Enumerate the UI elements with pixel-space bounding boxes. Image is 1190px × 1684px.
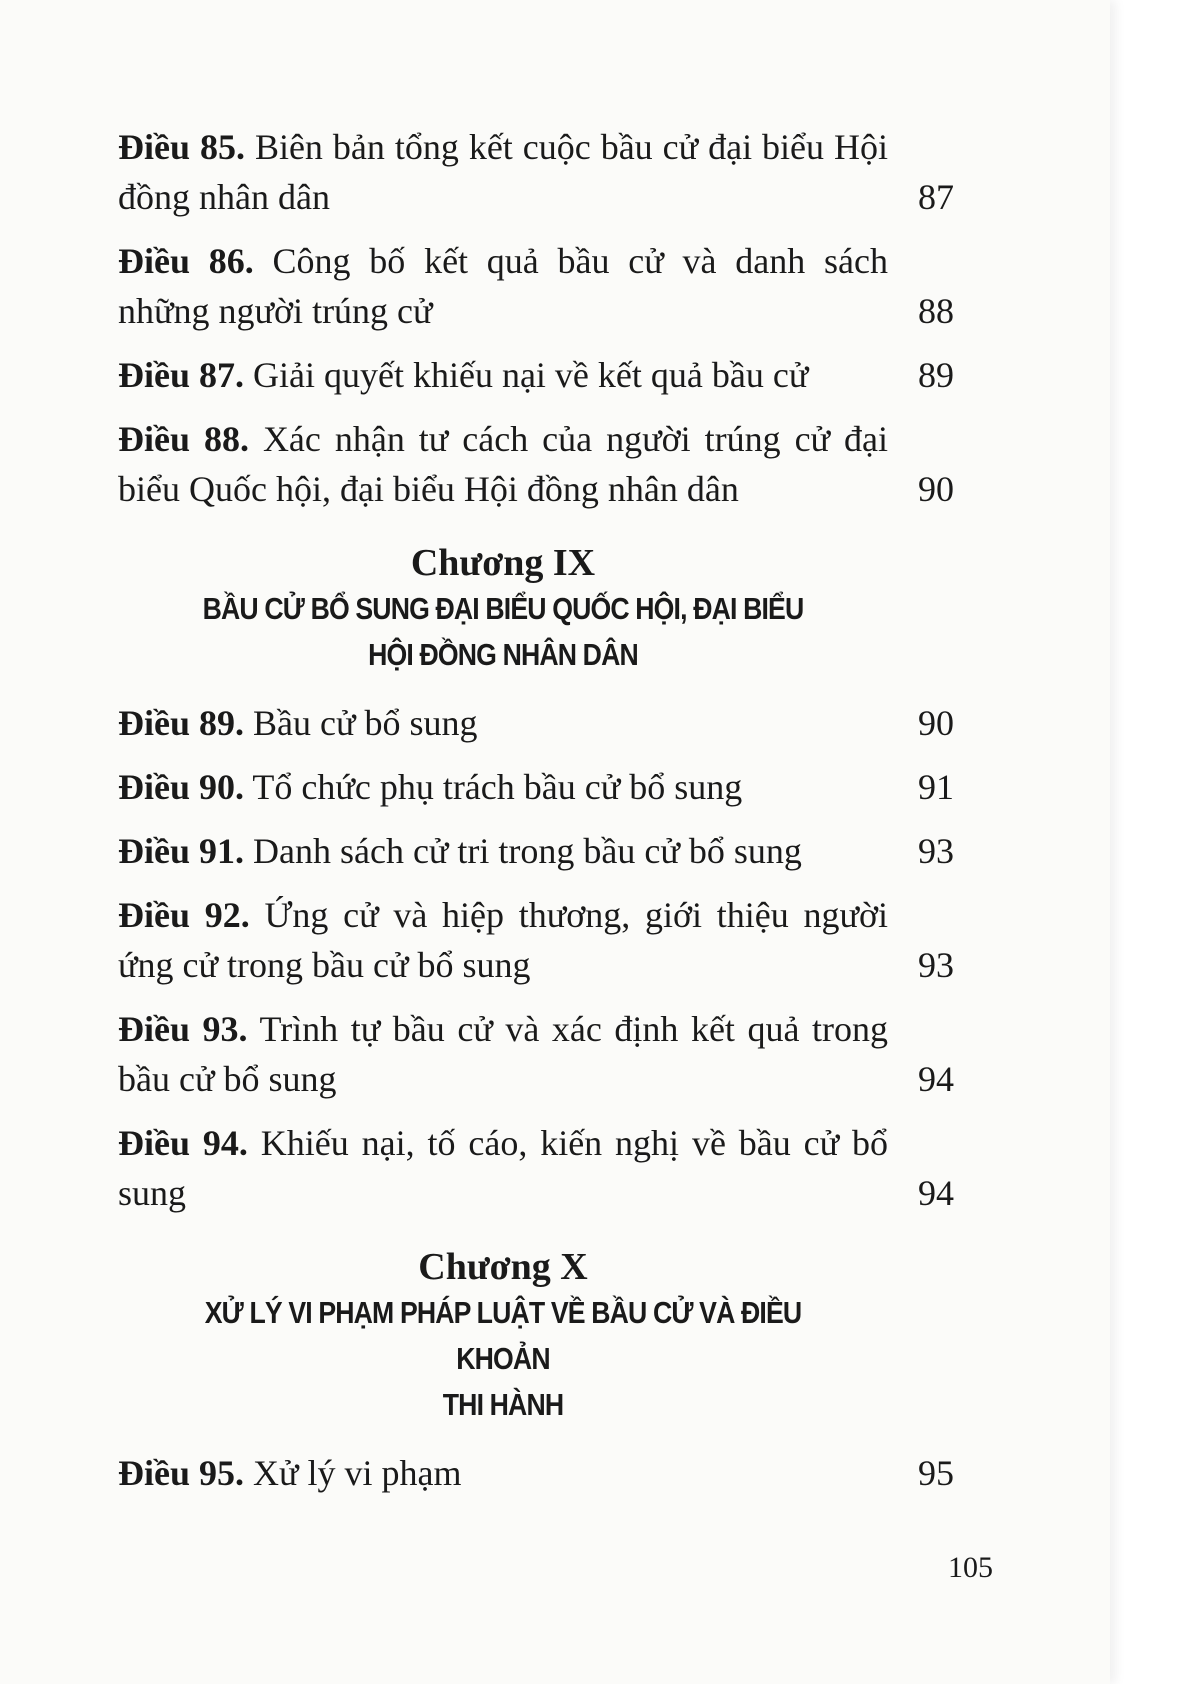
article-title: Danh sách cử tri trong bầu cử bổ sung bbox=[253, 831, 802, 871]
page-ref: 91 bbox=[918, 767, 954, 807]
article-number: Điều 89. bbox=[118, 703, 244, 743]
page-ref: 90 bbox=[918, 703, 954, 743]
article-number: Điều 86. bbox=[118, 241, 254, 281]
chapter-title-line: HỘI ĐỒNG NHÂN DÂN bbox=[368, 637, 638, 672]
chapter-heading-10 bbox=[118, 1244, 998, 1428]
article-title: Bầu cử bổ sung bbox=[253, 703, 478, 743]
toc-entry-91 bbox=[118, 826, 998, 876]
page-ref: 89 bbox=[918, 355, 954, 395]
toc-entry-87 bbox=[118, 350, 998, 400]
article-title: Biên bản tổng kết cuộc bầu cử đại biểu Hội đồng nhân dân bbox=[118, 127, 888, 217]
chapter-heading-9 bbox=[118, 540, 998, 678]
article-number: Điều 90. bbox=[118, 767, 244, 807]
article-number: Điều 94. bbox=[118, 1123, 248, 1163]
toc-entry-85 bbox=[118, 122, 998, 222]
article-number: Điều 85. bbox=[118, 127, 245, 167]
article-title: Khiếu nại, tố cáo, kiến nghị về bầu cử bổ sung bbox=[118, 1123, 889, 1213]
toc-entry-93 bbox=[118, 1004, 998, 1104]
chapter-title-line: BẦU CỬ BỔ SUNG ĐẠI BIỂU QUỐC HỘI, ĐẠI BIỂU bbox=[202, 591, 804, 626]
article-number: Điều 92. bbox=[118, 895, 250, 935]
toc-entry-94 bbox=[118, 1118, 998, 1218]
chapter-title-line: XỬ LÝ VI PHẠM PHÁP LUẬT VỀ BẦU CỬ VÀ ĐIỀU KHOẢN bbox=[204, 1295, 802, 1376]
page-ref: 88 bbox=[918, 291, 954, 331]
article-title: Tổ chức phụ trách bầu cử bổ sung bbox=[252, 767, 743, 807]
chapter-title-line: THI HÀNH bbox=[442, 1387, 564, 1422]
page-ref: 93 bbox=[918, 945, 954, 985]
page-ref: 95 bbox=[918, 1453, 954, 1493]
article-number: Điều 91. bbox=[118, 831, 244, 871]
article-title: Ứng cử và hiệp thương, giới thiệu người ứng cử trong bầu cử bổ sung bbox=[118, 895, 889, 985]
article-number: Điều 93. bbox=[118, 1009, 248, 1049]
article-number: Điều 87. bbox=[118, 355, 244, 395]
chapter-label: Chương IX bbox=[410, 542, 596, 584]
article-number: Điều 95. bbox=[118, 1453, 244, 1493]
article-title: Công bố kết quả bầu cử và danh sách những người trúng cử bbox=[118, 241, 888, 331]
article-number: Điều 88. bbox=[118, 419, 249, 459]
article-title: Giải quyết khiếu nại về kết quả bầu cử bbox=[253, 355, 809, 395]
page-ref: 94 bbox=[918, 1059, 954, 1099]
page-number: 105 bbox=[948, 1551, 993, 1584]
toc-entry-92 bbox=[118, 890, 998, 990]
toc-entry-95 bbox=[118, 1448, 998, 1498]
chapter-label: Chương X bbox=[418, 1246, 588, 1288]
toc-entry-86 bbox=[118, 236, 998, 336]
toc-entry-89 bbox=[118, 698, 998, 748]
table-of-contents bbox=[118, 122, 998, 1498]
article-title: Xác nhận tư cách của người trúng cử đại biểu Quốc hội, đại biểu Hội đồng nhân dân bbox=[118, 419, 889, 509]
article-title: Trình tự bầu cử và xác định kết quả trong bầu cử bổ sung bbox=[118, 1009, 889, 1099]
article-title: Xử lý vi phạm bbox=[253, 1453, 462, 1493]
page-ref: 87 bbox=[918, 177, 954, 217]
toc-entry-90 bbox=[118, 762, 998, 812]
page-ref: 94 bbox=[918, 1173, 954, 1213]
toc-entry-88 bbox=[118, 414, 998, 514]
page-ref: 90 bbox=[918, 469, 954, 509]
page-ref: 93 bbox=[918, 831, 954, 871]
